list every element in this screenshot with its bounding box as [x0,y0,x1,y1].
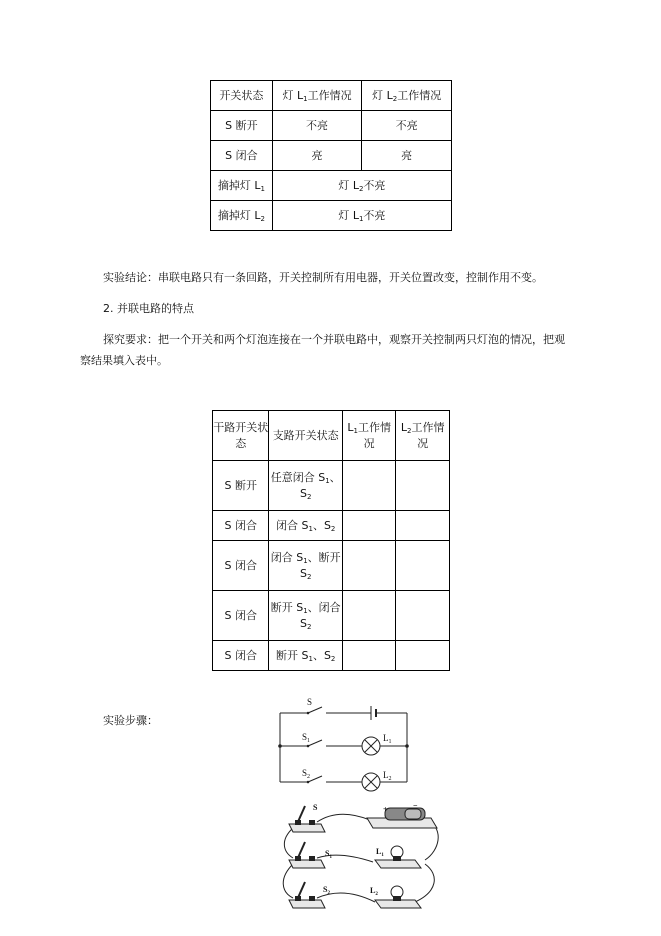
cell-l1: 不亮 [272,111,362,141]
experiment-steps-label: 实验步骤： [103,714,158,727]
table-row [213,541,450,591]
cell-branch: 任意闭合 $S_1$、 $S_2$ [269,461,342,511]
cell-remove-l1: 摘掉灯 $L_1$ [211,171,273,201]
section-heading-parallel: 2. 并联电路的特点 [103,302,194,315]
switch-s2-blade [308,776,322,782]
cell-l2-empty [396,541,450,591]
cell-l2: 不亮 [362,111,452,141]
switch-contact [307,745,310,748]
table-row [211,111,452,141]
photo-label-s2: $S_2$ [323,885,330,896]
cell-branch: 断开 $S_1$、$S_2$ [269,641,342,671]
wire [317,893,375,902]
table-row [211,201,452,231]
table-row [213,641,450,671]
requirement-line-2: 察结果填入表中。 [80,354,168,367]
header-main-switch: 干路开关状态 [213,411,269,461]
cell-remove-l2: 摘掉灯 $L_2$ [211,201,273,231]
cell-main: S 闭合 [213,541,269,591]
battery-apparatus [367,808,437,828]
cell-l1-empty [342,541,396,591]
switch-s1-apparatus [289,842,325,868]
parallel-circuit-diagram [270,695,415,795]
label-s1: $S_1$ [302,732,311,744]
wire [415,864,434,902]
cell-state: S 断开 [211,111,273,141]
switch-s-apparatus [289,806,325,832]
cell-l2: 亮 [362,141,452,171]
parallel-circuit-table [212,410,450,671]
photo-label-s: S [313,803,318,812]
wire [317,814,370,822]
junction-dot [405,744,409,748]
photo-label-l2: $L_2$ [370,886,378,897]
series-circuit-table [210,80,452,231]
apparatus-illustration [275,800,450,925]
header-l1-status: $L_1$工作情况 [342,411,396,461]
switch-s1-blade [308,740,322,746]
cell-main: S 闭合 [213,641,269,671]
cell-main: S 闭合 [213,591,269,641]
table-row [211,141,452,171]
cell-branch: 断开 $S_1$、闭合 $S_2$ [269,591,342,641]
wire [283,864,293,898]
header-l1-status: 灯 $L_1$工作情况 [272,81,362,111]
lamp-l2-apparatus [375,886,421,908]
photo-label-l1: $L_1$ [376,847,384,858]
cell-l2-empty [396,511,450,541]
switch-contact [307,781,310,784]
table-row [213,461,450,511]
cell-l1-empty [342,461,396,511]
requirement-line-1: 探究要求：把一个开关和两个灯泡连接在一个并联电路中，观察开关控制两只灯泡的情况，把观 [103,333,565,346]
table-row [213,591,450,641]
cell-l1-empty [342,591,396,641]
cell-l2-empty [396,641,450,671]
switch-s2-apparatus [289,882,325,908]
header-l2-status: $L_2$工作情况 [396,411,450,461]
experiment-conclusion: 实验结论：串联电路只有一条回路，开关控制所有用电器，开关位置改变，控制作用不变。 [103,271,543,284]
cell-l1-empty [342,641,396,671]
cell-remove-l2-result: 灯 $L_1$不亮 [272,201,451,231]
table-header-row [213,411,450,461]
header-switch-state: 开关状态 [211,81,273,111]
cell-main: S 断开 [213,461,269,511]
photo-label-minus: − [413,801,418,810]
wire [284,828,293,858]
cell-l2-empty [396,461,450,511]
label-s: S [307,697,313,707]
switch-contact [307,712,310,715]
cell-state: S 闭合 [211,141,273,171]
table-row [213,511,450,541]
label-l1: $L_1$ [383,733,392,745]
cell-l1: 亮 [272,141,362,171]
photo-label-s1: $S_1$ [325,849,332,860]
cell-main: S 闭合 [213,511,269,541]
cell-l1-empty [342,511,396,541]
cell-remove-l1-result: 灯 $L_2$不亮 [272,171,451,201]
label-s2: $S_2$ [302,768,311,780]
switch-s-blade [308,707,322,713]
junction-dot [278,744,282,748]
cell-branch: 闭合 $S_1$、$S_2$ [269,511,342,541]
cell-l2-empty [396,591,450,641]
table-header-row [211,81,452,111]
cell-branch: 闭合 $S_1$、断开 $S_2$ [269,541,342,591]
table-row [211,171,452,201]
label-l2: $L_2$ [383,770,392,782]
header-l2-status: 灯 $L_2$工作情况 [362,81,452,111]
photo-label-plus: + [383,805,388,814]
header-branch-switch: 支路开关状态 [269,411,342,461]
